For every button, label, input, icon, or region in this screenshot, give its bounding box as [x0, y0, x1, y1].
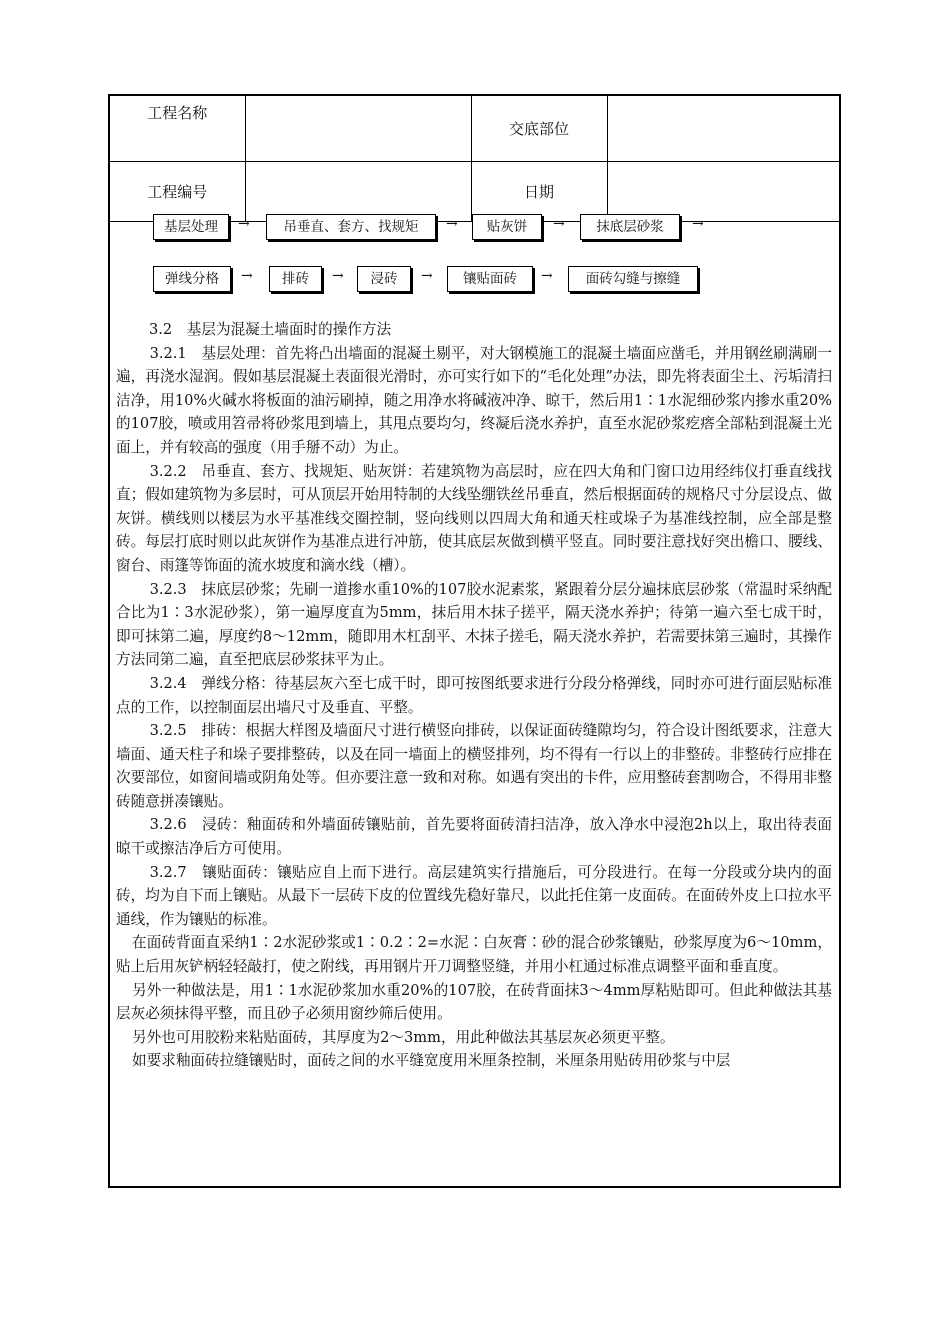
- paragraph-3-2-2: 3.2.2 吊垂直、套方、找规矩、贴灰饼：若建筑物为高层时，应在四大角和门窗口边用经纬仪打垂直线找直；假如建筑物为多层时，可从顶层开始用特制的大线坠绷铁丝吊垂直，然后根据面砖的规格尺寸分层设点、做灰饼。横线则以楼层为水平基准线交圈控制，竖向线则以四周大角和通天柱或垛子为基准线控制，应全部是整砖。每层打底时则以此灰饼作为基准点进行冲筋，使其底层灰做到横平竖直。同时要注意找好突出檐口、腰线、窗台、雨篷等饰面的流水坡度和滴水线（槽）。: [116, 462, 832, 574]
- flow-step-soak-tiles: 浸砖: [357, 266, 411, 292]
- flow-step-mortar-pads: 贴灰饼: [472, 214, 542, 240]
- flow-arrow: →: [238, 216, 250, 232]
- project-no-value[interactable]: [245, 162, 471, 222]
- project-name-value[interactable]: [245, 96, 471, 162]
- flow-step-grout-clean: 面砖勾缝与擦缝: [568, 266, 698, 292]
- paragraph-mortar-mix: 在面砖背面直采纳1∶2水泥砂浆或1∶0.2∶2=水泥∶白灰膏∶砂的混合砂浆镶贴，砂浆厚度为6～10mm，贴上后用灰铲柄轻轻敲打，使之附线，再用钢片开刀调整竖缝，并用小杠通过标准点调整平面和垂直度。: [116, 934, 832, 976]
- flow-arrow: →: [241, 268, 253, 284]
- paragraph-adhesive-powder: 另外也可用胶粉来粘贴面砖，其厚度为2～3mm，用此种做法其基层灰必须更平整。: [132, 1028, 675, 1046]
- flow-step-plumb-square: 吊垂直、套方、找规矩: [266, 214, 436, 240]
- flow-arrow: →: [446, 216, 458, 232]
- project-name-label: 工程名称: [110, 96, 245, 162]
- date-label: 日期: [471, 162, 607, 222]
- flow-step-snap-lines: 弹线分格: [153, 266, 231, 292]
- flow-arrow: →: [332, 268, 344, 284]
- flow-step-arrange-tiles: 排砖: [269, 266, 322, 292]
- flow-arrow: →: [421, 268, 433, 284]
- paragraph-3-2-5: 3.2.5 排砖：根据大样图及墙面尺寸进行横竖向排砖，以保证面砖缝隙均匀，符合设计图纸要求，注意大墙面、通天柱子和垛子要排整砖，以及在同一墙面上的横竖排列，均不得有一行以上的非整砖。非整砖行应排在次要部位，如窗间墙或阴角处等。但亦要注意一致和对称。如遇有突出的卡件，应用整砖套割吻合，不得用非整砖随意拼凑镶贴。: [116, 722, 832, 810]
- paragraph-joint-spacing: 如要求釉面砖拉缝镶贴时，面砖之间的水平缝宽度用米厘条控制，米厘条用贴砖用砂浆与中层: [132, 1052, 731, 1070]
- paragraph-3-2-7: 3.2.7 镶贴面砖：镶贴应自上而下进行。高层建筑实行措施后，可分段进行。在每一分段或分块内的面砖，均为自下而上镶贴。从最下一层砖下皮的位置线先稳好靠尺，以此托住第一皮面砖。在面砖外皮上口拉水平通线，作为镶贴的标准。: [116, 863, 832, 928]
- briefing-part-label: 交底部位: [471, 96, 607, 162]
- paragraph-3-2-6: 3.2.6 浸砖：釉面砖和外墙面砖镶贴前，首先要将面砖清扫洁净，放入净水中浸泡2h以上，取出待表面晾干或擦洁净后方可使用。: [116, 816, 832, 858]
- flow-step-base-treatment: 基层处理: [153, 214, 229, 240]
- flow-arrow: →: [553, 216, 565, 232]
- paragraph-3-2-1: 3.2.1 基层处理：首先将凸出墙面的混凝土剔平，对大钢模施工的混凝土墙面应凿毛，并用钢丝刷满刷一遍，再浇水湿润。假如基层混凝土表面很光滑时，亦可实行如下的“毛化处理”办法，即先将表面尘土、污垢清扫洁净，用10%火碱水将板面的油污刷掉，随之用净水将碱液冲净、晾干，然后用1∶1水泥细砂浆内掺水重20%的107胶，喷或用笤帚将砂浆甩到墙上，其甩点要均匀，终凝后浇水养护，直至水泥砂浆疙瘩全部粘到混凝土光面上，并有较高的强度（用手掰不动）为止。: [116, 344, 832, 456]
- header-table: [110, 96, 839, 222]
- flow-arrow: →: [692, 216, 704, 232]
- body-text: [116, 318, 832, 1073]
- section-heading: 3.2 基层为混凝土墙面时的操作方法: [149, 321, 392, 338]
- flow-arrow: →: [541, 268, 553, 284]
- paragraph-3-2-4: 3.2.4 弹线分格：待基层灰六至七成干时，即可按图纸要求进行分段分格弹线，同时亦可进行面层贴标准点的工作，以控制面层出墙尺寸及垂直、平整。: [116, 674, 832, 716]
- paragraph-3-2-3: 3.2.3 抹底层砂浆；先刷一道掺水重10%的107胶水泥素浆，紧跟着分层分遍抹底层砂浆（常温时采纳配合比为1∶3水泥砂浆），第一遍厚度直为5mm，抹后用木抹子搓平，隔天浇水养护；待第一遍六至七成干时，即可抹第二遍，厚度约8～12mm，随即用木杠刮平、木抹子搓毛，隔天浇水养护，若需要抹第三遍时，其操作方法同第二遍，直至把底层砂浆抹平为止。: [116, 580, 832, 669]
- flow-step-base-plaster: 抹底层砂浆: [580, 214, 680, 240]
- paragraph-alt-method: 另外一种做法是，用1∶1水泥砂浆加水重20%的107胶，在砖背面抹3～4mm厚粘贴即可。但此种做法其基层灰必须抹得平整，而且砂子必须用窗纱筛后使用。: [116, 981, 832, 1023]
- briefing-part-value[interactable]: [607, 96, 839, 162]
- project-no-label: 工程编号: [110, 162, 245, 222]
- flow-step-lay-tiles: 镶贴面砖: [447, 266, 533, 292]
- date-value[interactable]: [607, 162, 839, 222]
